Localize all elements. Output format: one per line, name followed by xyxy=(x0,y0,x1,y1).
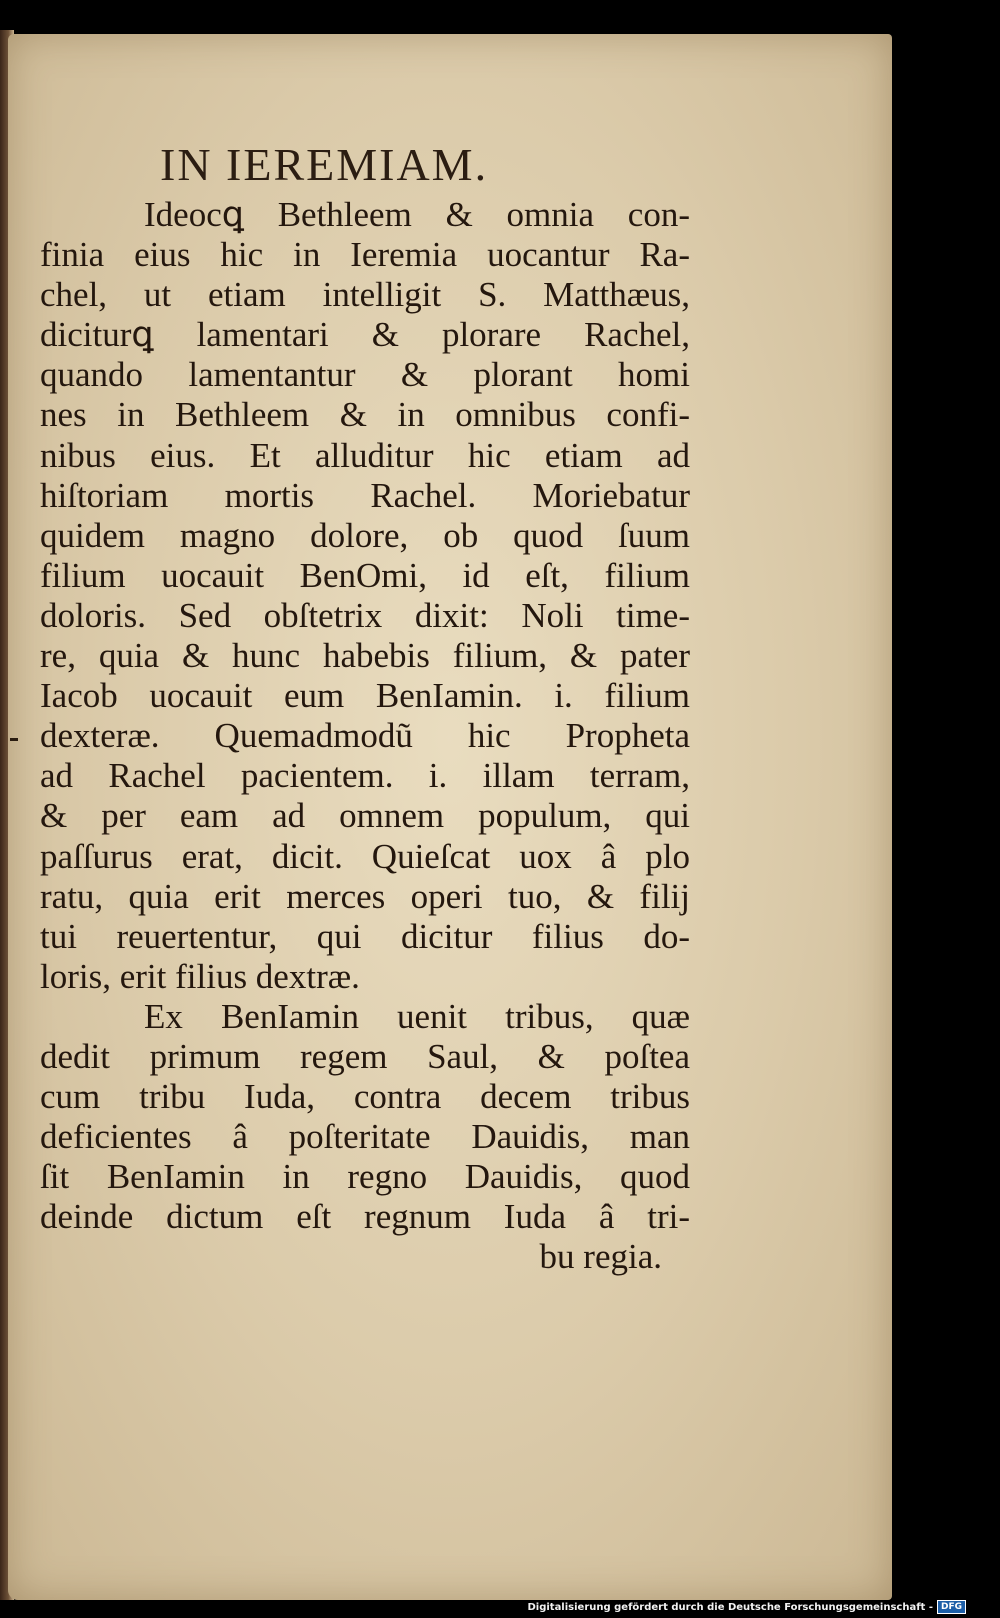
text-line: dedit primum regem Saul, & poſtea xyxy=(40,1036,690,1076)
text-line: doloris. Sed obſtetrix dixit: Noli time- xyxy=(40,595,690,635)
text-line: deficientes â poſteritate Dauidis, man xyxy=(40,1117,690,1157)
text-line: & per eam ad omnem populum, qui xyxy=(40,796,690,836)
text-line: chel, ut etiam intelligit S. Matthæus, xyxy=(40,275,690,315)
text-line: re, quia & hunc habebis filium, & pater xyxy=(40,636,690,676)
text-line: Ideocꝗ Bethleem & omnia con- xyxy=(144,195,690,234)
margin-mark xyxy=(10,738,18,741)
text-line: filium uocauit BenOmi, id eſt, filium xyxy=(40,555,690,595)
text-line: loris, erit filius dextræ. xyxy=(40,956,360,996)
text-line: diciturꝗ lamentari & plorare Rachel, xyxy=(40,315,690,355)
text-line: deinde dictum eſt regnum Iuda â tri- xyxy=(40,1197,690,1237)
text-line-final: bu regia. xyxy=(539,1237,662,1277)
text-line: ſit BenIamin in regno Dauidis, quod xyxy=(40,1157,690,1197)
text-line: tui reuertentur, qui dicitur filius do- xyxy=(40,916,690,956)
text-block xyxy=(40,195,690,1278)
text-line: Iacob uocauit eum BenIamin. i. filium xyxy=(40,676,690,716)
digitization-credit xyxy=(527,1600,966,1614)
text-line: quando lamentantur & plorant homi xyxy=(40,355,690,395)
text-line: hiſtoriam mortis Rachel. Moriebatur xyxy=(40,475,690,515)
paragraph-2 xyxy=(40,997,690,1278)
dfg-logo-icon: DFG xyxy=(937,1600,966,1614)
text-line: finia eius hic in Ieremia uocantur Ra- xyxy=(40,235,690,275)
text-line: ratu, quia erit merces operi tuo, & filij xyxy=(40,876,690,916)
text-line: ad Rachel pacientem. i. illam terram, xyxy=(40,756,690,796)
text-line: Ex BenIamin uenit tribus, quæ xyxy=(144,996,690,1036)
running-head: IN IEREMIAM. xyxy=(160,139,489,190)
text-line: nibus eius. Et alluditur hic etiam ad xyxy=(40,435,690,475)
paragraph-1 xyxy=(40,195,690,997)
text-line: nes in Bethleem & in omnibus confi- xyxy=(40,395,690,435)
text-line: quidem magno dolore, ob quod ſuum xyxy=(40,515,690,555)
text-line: paſſurus erat, dicit. Quieſcat uox â plo xyxy=(40,836,690,876)
text-line: cum tribu Iuda, contra decem tribus xyxy=(40,1077,690,1117)
credit-text: Digitalisierung gefördert durch die Deutsche Forschungsgemeinschaft - xyxy=(527,1601,933,1613)
text-line: dexteræ. Quemadmodũ hic Propheta xyxy=(40,716,690,756)
